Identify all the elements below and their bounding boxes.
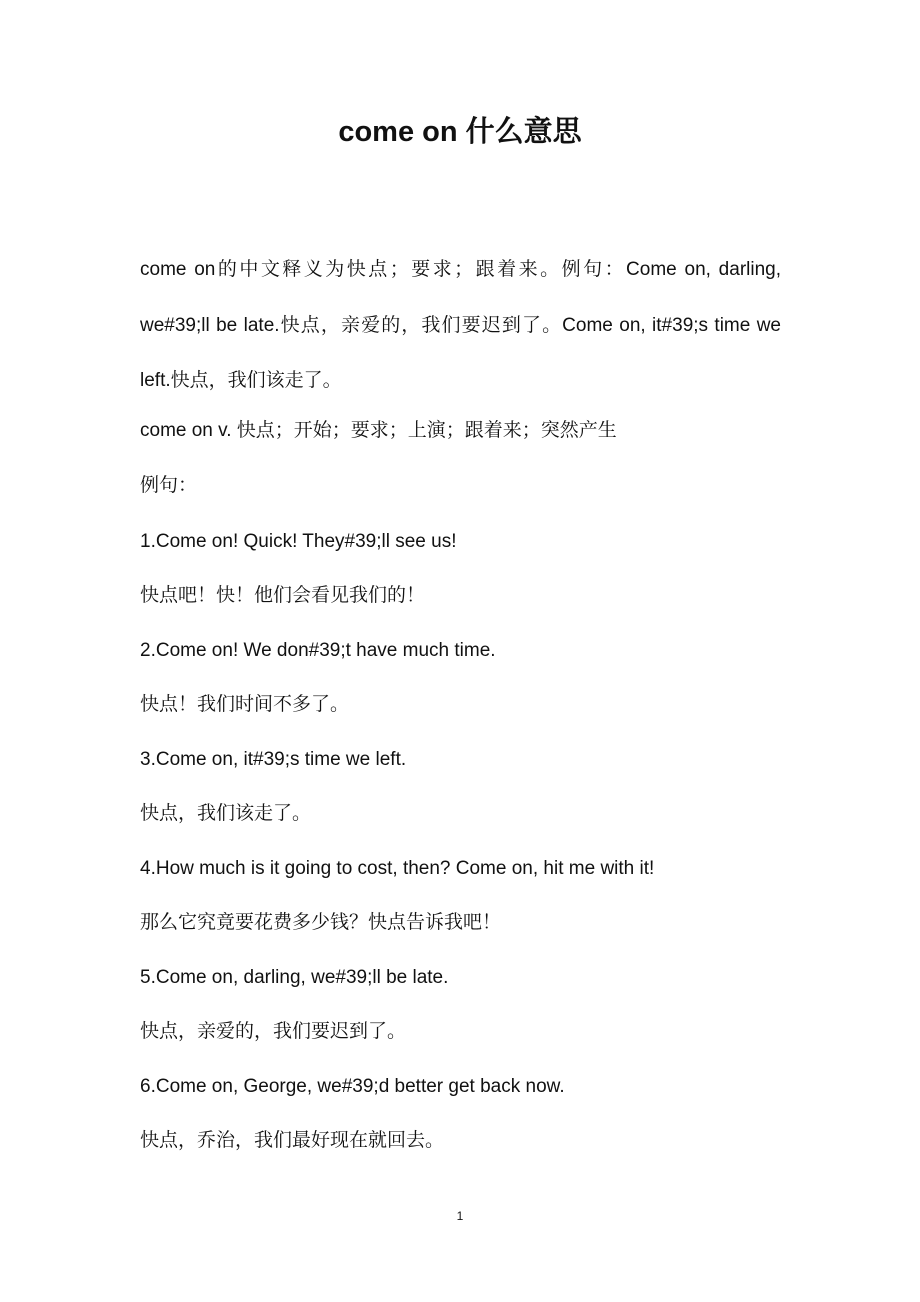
page-title: come on 什么意思 — [338, 116, 582, 148]
example-3-english: 3.Come on, it#39;s time we left. — [140, 749, 407, 770]
example-1-chinese: 快点吧！快！他们会看见我们的！ — [140, 585, 426, 606]
examples-heading: 例句： — [140, 475, 198, 496]
definition-line: come on v. 快点；开始；要求；上演；跟着来；突然产生 — [140, 420, 617, 441]
example-2-chinese: 快点！我们时间不多了。 — [140, 694, 350, 715]
example-5-chinese: 快点，亲爱的，我们要迟到了。 — [140, 1021, 407, 1042]
intro-paragraph: come on的中文释义为快点；要求；跟着来。例句：Come on, darling, we#39;ll be late.快点，亲爱的，我们要迟到了。Come on, it#39;s time we left.快点，我们该走了。 — [140, 259, 781, 391]
page-number: 1 — [456, 1209, 464, 1223]
example-6-english: 6.Come on, George, we#39;d better get back now. — [140, 1076, 565, 1097]
example-4-english: 4.How much is it going to cost, then? Come on, hit me with it! — [140, 858, 655, 879]
example-1-english: 1.Come on! Quick! They#39;ll see us! — [140, 531, 457, 552]
example-3-chinese: 快点，我们该走了。 — [140, 803, 312, 824]
example-4-chinese: 那么它究竟要花费多少钱？快点告诉我吧！ — [140, 912, 502, 933]
example-2-english: 2.Come on! We don#39;t have much time. — [140, 640, 496, 661]
example-6-chinese: 快点，乔治，我们最好现在就回去。 — [140, 1130, 445, 1151]
example-5-english: 5.Come on, darling, we#39;ll be late. — [140, 967, 449, 988]
